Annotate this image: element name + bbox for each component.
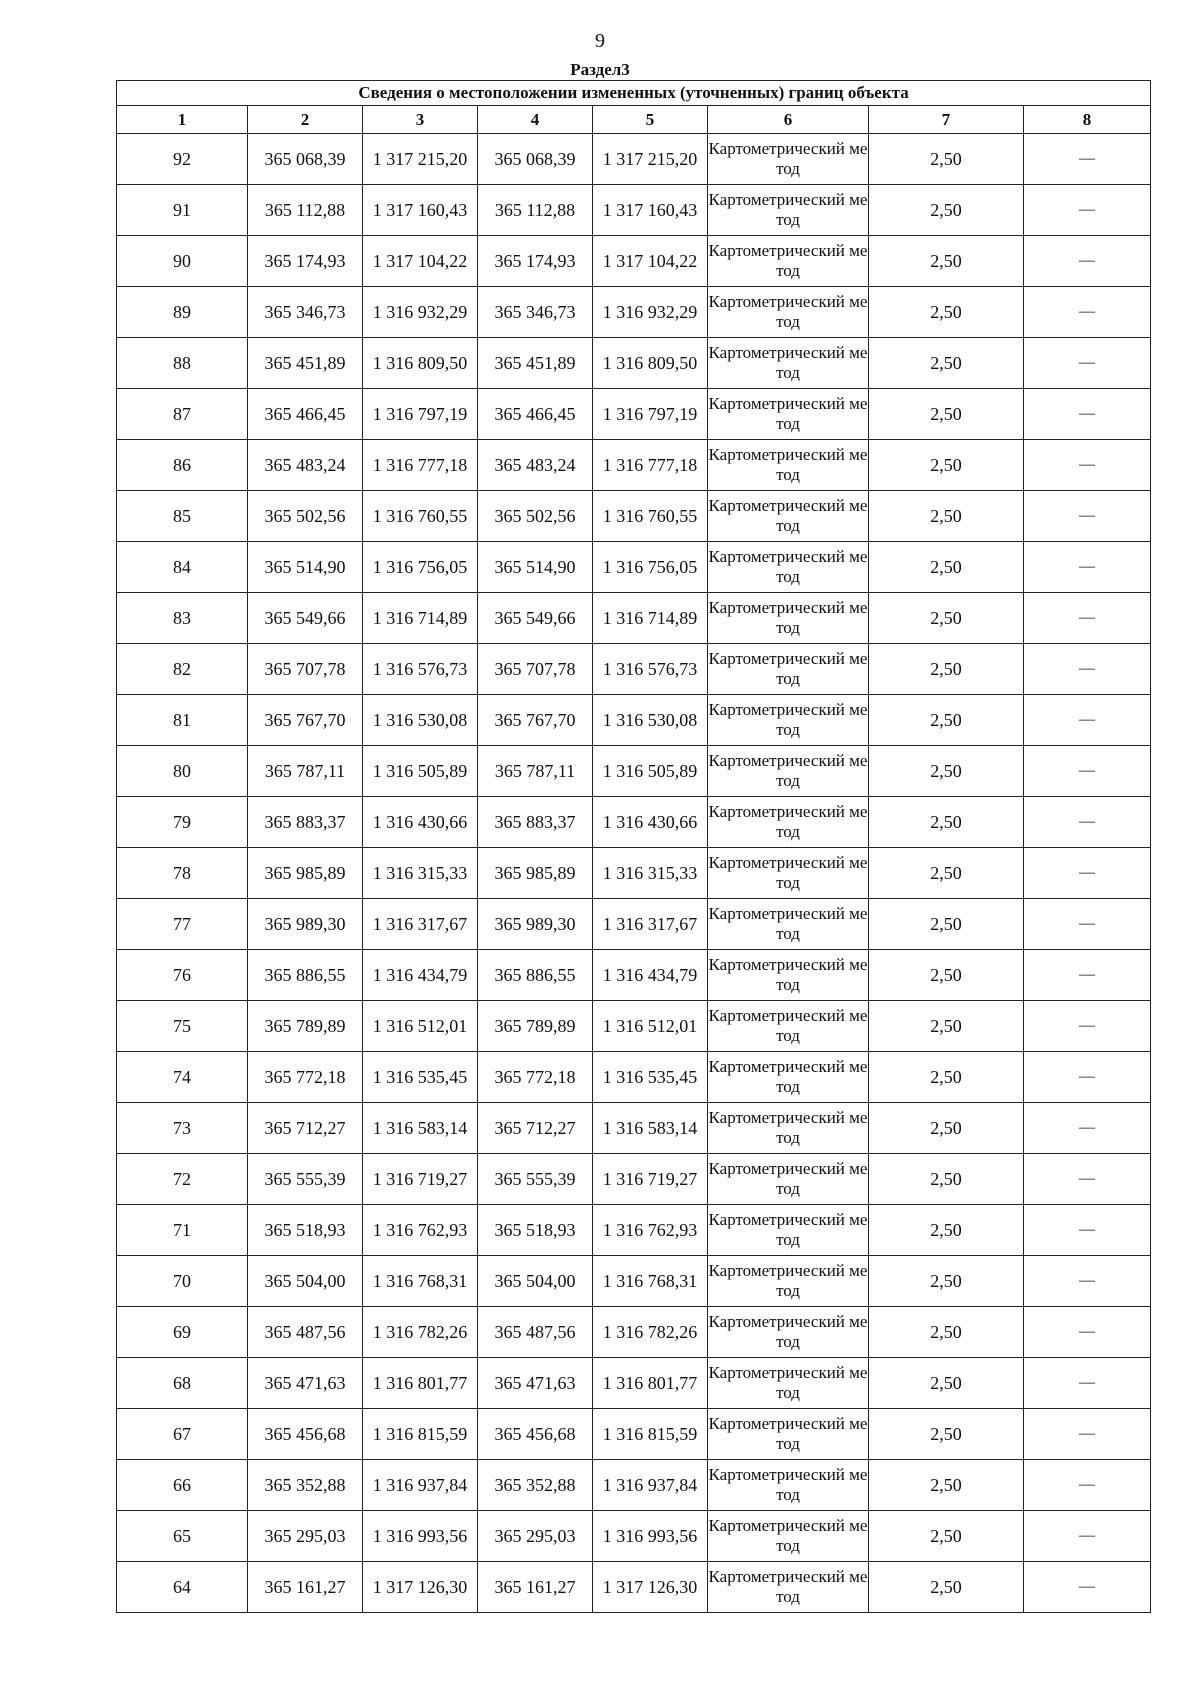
point-number-cell: 71 bbox=[117, 1205, 248, 1256]
y-new-cell: 1 317 126,30 bbox=[593, 1562, 708, 1613]
y-existing-cell: 1 316 434,79 bbox=[363, 950, 478, 1001]
x-existing-cell: 365 883,37 bbox=[248, 797, 363, 848]
y-new-cell: 1 316 530,08 bbox=[593, 695, 708, 746]
precision-cell: 2,50 bbox=[869, 848, 1024, 899]
method-cell: Картометрический метод bbox=[708, 1052, 869, 1103]
precision-cell: 2,50 bbox=[869, 236, 1024, 287]
y-existing-cell: 1 316 430,66 bbox=[363, 797, 478, 848]
y-existing-cell: 1 317 160,43 bbox=[363, 185, 478, 236]
description-cell: — bbox=[1024, 1154, 1151, 1205]
y-new-cell: 1 316 434,79 bbox=[593, 950, 708, 1001]
precision-cell: 2,50 bbox=[869, 440, 1024, 491]
y-new-cell: 1 316 797,19 bbox=[593, 389, 708, 440]
x-existing-cell: 365 352,88 bbox=[248, 1460, 363, 1511]
column-number-1: 1 bbox=[117, 106, 248, 134]
method-cell: Картометрический метод bbox=[708, 1256, 869, 1307]
point-number-cell: 73 bbox=[117, 1103, 248, 1154]
table-row bbox=[117, 1052, 1151, 1103]
table-row bbox=[117, 644, 1151, 695]
y-new-cell: 1 316 535,45 bbox=[593, 1052, 708, 1103]
x-new-cell: 365 886,55 bbox=[478, 950, 593, 1001]
precision-cell: 2,50 bbox=[869, 542, 1024, 593]
x-new-cell: 365 555,39 bbox=[478, 1154, 593, 1205]
description-cell: — bbox=[1024, 1307, 1151, 1358]
x-new-cell: 365 772,18 bbox=[478, 1052, 593, 1103]
point-number-cell: 64 bbox=[117, 1562, 248, 1613]
description-cell: — bbox=[1024, 1256, 1151, 1307]
x-existing-cell: 365 504,00 bbox=[248, 1256, 363, 1307]
description-cell: — bbox=[1024, 389, 1151, 440]
column-number-6: 6 bbox=[708, 106, 869, 134]
method-cell: Картометрический метод bbox=[708, 1205, 869, 1256]
precision-cell: 2,50 bbox=[869, 950, 1024, 1001]
method-cell: Картометрический метод bbox=[708, 1511, 869, 1562]
table-row bbox=[117, 1358, 1151, 1409]
y-new-cell: 1 316 719,27 bbox=[593, 1154, 708, 1205]
description-cell: — bbox=[1024, 797, 1151, 848]
x-existing-cell: 365 068,39 bbox=[248, 134, 363, 185]
x-new-cell: 365 466,45 bbox=[478, 389, 593, 440]
point-number-cell: 83 bbox=[117, 593, 248, 644]
method-cell: Картометрический метод bbox=[708, 950, 869, 1001]
y-existing-cell: 1 316 760,55 bbox=[363, 491, 478, 542]
method-cell: Картометрический метод bbox=[708, 899, 869, 950]
table-row bbox=[117, 950, 1151, 1001]
precision-cell: 2,50 bbox=[869, 1409, 1024, 1460]
x-existing-cell: 365 346,73 bbox=[248, 287, 363, 338]
method-cell: Картометрический метод bbox=[708, 491, 869, 542]
point-number-cell: 84 bbox=[117, 542, 248, 593]
description-cell: — bbox=[1024, 542, 1151, 593]
y-existing-cell: 1 316 932,29 bbox=[363, 287, 478, 338]
table-caption: Сведения о местоположении измененных (уточненных) границ объекта bbox=[117, 81, 1151, 106]
table-row bbox=[117, 236, 1151, 287]
y-new-cell: 1 316 782,26 bbox=[593, 1307, 708, 1358]
x-existing-cell: 365 985,89 bbox=[248, 848, 363, 899]
precision-cell: 2,50 bbox=[869, 695, 1024, 746]
y-existing-cell: 1 316 505,89 bbox=[363, 746, 478, 797]
y-new-cell: 1 316 583,14 bbox=[593, 1103, 708, 1154]
x-new-cell: 365 767,70 bbox=[478, 695, 593, 746]
y-new-cell: 1 316 714,89 bbox=[593, 593, 708, 644]
description-cell: — bbox=[1024, 899, 1151, 950]
column-number-2: 2 bbox=[248, 106, 363, 134]
x-new-cell: 365 985,89 bbox=[478, 848, 593, 899]
precision-cell: 2,50 bbox=[869, 644, 1024, 695]
precision-cell: 2,50 bbox=[869, 1511, 1024, 1562]
table-row bbox=[117, 440, 1151, 491]
y-existing-cell: 1 316 777,18 bbox=[363, 440, 478, 491]
precision-cell: 2,50 bbox=[869, 593, 1024, 644]
x-new-cell: 365 989,30 bbox=[478, 899, 593, 950]
x-new-cell: 365 295,03 bbox=[478, 1511, 593, 1562]
x-existing-cell: 365 514,90 bbox=[248, 542, 363, 593]
x-existing-cell: 365 161,27 bbox=[248, 1562, 363, 1613]
column-number-7: 7 bbox=[869, 106, 1024, 134]
y-new-cell: 1 316 317,67 bbox=[593, 899, 708, 950]
description-cell: — bbox=[1024, 440, 1151, 491]
x-existing-cell: 365 451,89 bbox=[248, 338, 363, 389]
x-new-cell: 365 504,00 bbox=[478, 1256, 593, 1307]
method-cell: Картометрический метод bbox=[708, 542, 869, 593]
precision-cell: 2,50 bbox=[869, 1358, 1024, 1409]
x-new-cell: 365 789,89 bbox=[478, 1001, 593, 1052]
y-new-cell: 1 316 937,84 bbox=[593, 1460, 708, 1511]
description-cell: — bbox=[1024, 236, 1151, 287]
y-existing-cell: 1 316 714,89 bbox=[363, 593, 478, 644]
precision-cell: 2,50 bbox=[869, 899, 1024, 950]
table-row bbox=[117, 287, 1151, 338]
x-existing-cell: 365 555,39 bbox=[248, 1154, 363, 1205]
description-cell: — bbox=[1024, 1409, 1151, 1460]
y-existing-cell: 1 316 512,01 bbox=[363, 1001, 478, 1052]
point-number-cell: 78 bbox=[117, 848, 248, 899]
x-existing-cell: 365 487,56 bbox=[248, 1307, 363, 1358]
y-existing-cell: 1 316 809,50 bbox=[363, 338, 478, 389]
x-new-cell: 365 514,90 bbox=[478, 542, 593, 593]
method-cell: Картометрический метод bbox=[708, 1103, 869, 1154]
precision-cell: 2,50 bbox=[869, 1205, 1024, 1256]
column-number-5: 5 bbox=[593, 106, 708, 134]
y-new-cell: 1 317 104,22 bbox=[593, 236, 708, 287]
table-row bbox=[117, 542, 1151, 593]
description-cell: — bbox=[1024, 185, 1151, 236]
y-existing-cell: 1 316 756,05 bbox=[363, 542, 478, 593]
method-cell: Картометрический метод bbox=[708, 338, 869, 389]
table-body bbox=[117, 134, 1151, 1613]
table-row bbox=[117, 1460, 1151, 1511]
y-new-cell: 1 316 315,33 bbox=[593, 848, 708, 899]
description-cell: — bbox=[1024, 287, 1151, 338]
y-existing-cell: 1 316 993,56 bbox=[363, 1511, 478, 1562]
table-row bbox=[117, 1511, 1151, 1562]
y-existing-cell: 1 316 762,93 bbox=[363, 1205, 478, 1256]
y-existing-cell: 1 317 215,20 bbox=[363, 134, 478, 185]
method-cell: Картометрический метод bbox=[708, 1358, 869, 1409]
description-cell: — bbox=[1024, 1460, 1151, 1511]
method-cell: Картометрический метод bbox=[708, 644, 869, 695]
y-new-cell: 1 316 777,18 bbox=[593, 440, 708, 491]
x-existing-cell: 365 483,24 bbox=[248, 440, 363, 491]
table-row bbox=[117, 389, 1151, 440]
method-cell: Картометрический метод bbox=[708, 287, 869, 338]
method-cell: Картометрический метод bbox=[708, 440, 869, 491]
precision-cell: 2,50 bbox=[869, 491, 1024, 542]
x-new-cell: 365 161,27 bbox=[478, 1562, 593, 1613]
method-cell: Картометрический метод bbox=[708, 695, 869, 746]
point-number-cell: 75 bbox=[117, 1001, 248, 1052]
description-cell: — bbox=[1024, 848, 1151, 899]
description-cell: — bbox=[1024, 644, 1151, 695]
point-number-cell: 67 bbox=[117, 1409, 248, 1460]
table-row bbox=[117, 338, 1151, 389]
y-existing-cell: 1 316 768,31 bbox=[363, 1256, 478, 1307]
column-number-3: 3 bbox=[363, 106, 478, 134]
point-number-cell: 72 bbox=[117, 1154, 248, 1205]
point-number-cell: 68 bbox=[117, 1358, 248, 1409]
point-number-cell: 69 bbox=[117, 1307, 248, 1358]
point-number-cell: 65 bbox=[117, 1511, 248, 1562]
y-existing-cell: 1 316 782,26 bbox=[363, 1307, 478, 1358]
point-number-cell: 66 bbox=[117, 1460, 248, 1511]
precision-cell: 2,50 bbox=[869, 1103, 1024, 1154]
x-new-cell: 365 487,56 bbox=[478, 1307, 593, 1358]
point-number-cell: 82 bbox=[117, 644, 248, 695]
y-existing-cell: 1 316 530,08 bbox=[363, 695, 478, 746]
x-existing-cell: 365 549,66 bbox=[248, 593, 363, 644]
x-existing-cell: 365 295,03 bbox=[248, 1511, 363, 1562]
method-cell: Картометрический метод bbox=[708, 236, 869, 287]
x-existing-cell: 365 767,70 bbox=[248, 695, 363, 746]
description-cell: — bbox=[1024, 1511, 1151, 1562]
method-cell: Картометрический метод bbox=[708, 1154, 869, 1205]
point-number-cell: 91 bbox=[117, 185, 248, 236]
point-number-cell: 85 bbox=[117, 491, 248, 542]
precision-cell: 2,50 bbox=[869, 134, 1024, 185]
y-existing-cell: 1 316 801,77 bbox=[363, 1358, 478, 1409]
method-cell: Картометрический метод bbox=[708, 185, 869, 236]
y-existing-cell: 1 316 535,45 bbox=[363, 1052, 478, 1103]
x-new-cell: 365 518,93 bbox=[478, 1205, 593, 1256]
precision-cell: 2,50 bbox=[869, 1154, 1024, 1205]
method-cell: Картометрический метод bbox=[708, 797, 869, 848]
precision-cell: 2,50 bbox=[869, 287, 1024, 338]
y-new-cell: 1 317 160,43 bbox=[593, 185, 708, 236]
y-existing-cell: 1 317 104,22 bbox=[363, 236, 478, 287]
description-cell: — bbox=[1024, 1103, 1151, 1154]
table-row bbox=[117, 899, 1151, 950]
x-new-cell: 365 502,56 bbox=[478, 491, 593, 542]
point-number-cell: 70 bbox=[117, 1256, 248, 1307]
precision-cell: 2,50 bbox=[869, 185, 1024, 236]
y-new-cell: 1 316 809,50 bbox=[593, 338, 708, 389]
precision-cell: 2,50 bbox=[869, 389, 1024, 440]
y-new-cell: 1 316 815,59 bbox=[593, 1409, 708, 1460]
table-row bbox=[117, 746, 1151, 797]
table-row bbox=[117, 1205, 1151, 1256]
page-number: 9 bbox=[595, 30, 605, 52]
y-existing-cell: 1 316 576,73 bbox=[363, 644, 478, 695]
x-new-cell: 365 707,78 bbox=[478, 644, 593, 695]
x-new-cell: 365 112,88 bbox=[478, 185, 593, 236]
y-new-cell: 1 316 801,77 bbox=[593, 1358, 708, 1409]
x-new-cell: 365 549,66 bbox=[478, 593, 593, 644]
description-cell: — bbox=[1024, 491, 1151, 542]
x-existing-cell: 365 707,78 bbox=[248, 644, 363, 695]
y-new-cell: 1 316 932,29 bbox=[593, 287, 708, 338]
y-new-cell: 1 316 505,89 bbox=[593, 746, 708, 797]
description-cell: — bbox=[1024, 593, 1151, 644]
precision-cell: 2,50 bbox=[869, 1307, 1024, 1358]
precision-cell: 2,50 bbox=[869, 1256, 1024, 1307]
precision-cell: 2,50 bbox=[869, 797, 1024, 848]
x-new-cell: 365 456,68 bbox=[478, 1409, 593, 1460]
section-title: Раздел3 bbox=[570, 60, 630, 79]
method-cell: Картометрический метод bbox=[708, 1307, 869, 1358]
description-cell: — bbox=[1024, 1358, 1151, 1409]
table-row bbox=[117, 134, 1151, 185]
table-row bbox=[117, 1154, 1151, 1205]
point-number-cell: 81 bbox=[117, 695, 248, 746]
point-number-cell: 90 bbox=[117, 236, 248, 287]
description-cell: — bbox=[1024, 1562, 1151, 1613]
precision-cell: 2,50 bbox=[869, 1001, 1024, 1052]
y-new-cell: 1 316 512,01 bbox=[593, 1001, 708, 1052]
table-row bbox=[117, 1409, 1151, 1460]
description-cell: — bbox=[1024, 1205, 1151, 1256]
x-existing-cell: 365 466,45 bbox=[248, 389, 363, 440]
point-number-cell: 76 bbox=[117, 950, 248, 1001]
method-cell: Картометрический метод bbox=[708, 389, 869, 440]
method-cell: Картометрический метод bbox=[708, 1001, 869, 1052]
precision-cell: 2,50 bbox=[869, 1562, 1024, 1613]
y-existing-cell: 1 317 126,30 bbox=[363, 1562, 478, 1613]
table-row bbox=[117, 1307, 1151, 1358]
y-new-cell: 1 316 768,31 bbox=[593, 1256, 708, 1307]
x-new-cell: 365 787,11 bbox=[478, 746, 593, 797]
y-new-cell: 1 316 756,05 bbox=[593, 542, 708, 593]
y-new-cell: 1 316 993,56 bbox=[593, 1511, 708, 1562]
point-number-cell: 88 bbox=[117, 338, 248, 389]
description-cell: — bbox=[1024, 695, 1151, 746]
description-cell: — bbox=[1024, 338, 1151, 389]
x-new-cell: 365 174,93 bbox=[478, 236, 593, 287]
y-existing-cell: 1 316 315,33 bbox=[363, 848, 478, 899]
method-cell: Картометрический метод bbox=[708, 593, 869, 644]
point-number-cell: 86 bbox=[117, 440, 248, 491]
table-row bbox=[117, 1562, 1151, 1613]
point-number-cell: 77 bbox=[117, 899, 248, 950]
x-new-cell: 365 451,89 bbox=[478, 338, 593, 389]
table-row bbox=[117, 1001, 1151, 1052]
point-number-cell: 92 bbox=[117, 134, 248, 185]
x-new-cell: 365 471,63 bbox=[478, 1358, 593, 1409]
y-existing-cell: 1 316 583,14 bbox=[363, 1103, 478, 1154]
x-existing-cell: 365 712,27 bbox=[248, 1103, 363, 1154]
table-row bbox=[117, 1256, 1151, 1307]
description-cell: — bbox=[1024, 950, 1151, 1001]
precision-cell: 2,50 bbox=[869, 1052, 1024, 1103]
precision-cell: 2,50 bbox=[869, 746, 1024, 797]
precision-cell: 2,50 bbox=[869, 1460, 1024, 1511]
method-cell: Картометрический метод bbox=[708, 134, 869, 185]
x-existing-cell: 365 886,55 bbox=[248, 950, 363, 1001]
x-new-cell: 365 346,73 bbox=[478, 287, 593, 338]
description-cell: — bbox=[1024, 1001, 1151, 1052]
table-row bbox=[117, 848, 1151, 899]
x-existing-cell: 365 518,93 bbox=[248, 1205, 363, 1256]
y-new-cell: 1 316 430,66 bbox=[593, 797, 708, 848]
method-cell: Картометрический метод bbox=[708, 1409, 869, 1460]
boundary-coordinates-table bbox=[116, 80, 1151, 1613]
method-cell: Картометрический метод bbox=[708, 1460, 869, 1511]
x-existing-cell: 365 112,88 bbox=[248, 185, 363, 236]
method-cell: Картометрический метод bbox=[708, 746, 869, 797]
table-row bbox=[117, 593, 1151, 644]
y-new-cell: 1 316 760,55 bbox=[593, 491, 708, 542]
y-new-cell: 1 317 215,20 bbox=[593, 134, 708, 185]
method-cell: Картометрический метод bbox=[708, 848, 869, 899]
description-cell: — bbox=[1024, 746, 1151, 797]
x-new-cell: 365 883,37 bbox=[478, 797, 593, 848]
y-new-cell: 1 316 762,93 bbox=[593, 1205, 708, 1256]
x-existing-cell: 365 174,93 bbox=[248, 236, 363, 287]
point-number-cell: 87 bbox=[117, 389, 248, 440]
table-row bbox=[117, 491, 1151, 542]
x-existing-cell: 365 787,11 bbox=[248, 746, 363, 797]
x-new-cell: 365 483,24 bbox=[478, 440, 593, 491]
table-row bbox=[117, 1103, 1151, 1154]
column-number-8: 8 bbox=[1024, 106, 1151, 134]
point-number-cell: 89 bbox=[117, 287, 248, 338]
y-existing-cell: 1 316 937,84 bbox=[363, 1460, 478, 1511]
x-existing-cell: 365 772,18 bbox=[248, 1052, 363, 1103]
column-number-row bbox=[117, 106, 1151, 134]
y-existing-cell: 1 316 815,59 bbox=[363, 1409, 478, 1460]
point-number-cell: 74 bbox=[117, 1052, 248, 1103]
x-new-cell: 365 712,27 bbox=[478, 1103, 593, 1154]
table-row bbox=[117, 797, 1151, 848]
x-existing-cell: 365 789,89 bbox=[248, 1001, 363, 1052]
method-cell: Картометрический метод bbox=[708, 1562, 869, 1613]
x-new-cell: 365 352,88 bbox=[478, 1460, 593, 1511]
precision-cell: 2,50 bbox=[869, 338, 1024, 389]
point-number-cell: 79 bbox=[117, 797, 248, 848]
description-cell: — bbox=[1024, 1052, 1151, 1103]
x-existing-cell: 365 456,68 bbox=[248, 1409, 363, 1460]
y-existing-cell: 1 316 719,27 bbox=[363, 1154, 478, 1205]
description-cell: — bbox=[1024, 134, 1151, 185]
table-row bbox=[117, 695, 1151, 746]
x-existing-cell: 365 471,63 bbox=[248, 1358, 363, 1409]
y-existing-cell: 1 316 317,67 bbox=[363, 899, 478, 950]
y-existing-cell: 1 316 797,19 bbox=[363, 389, 478, 440]
y-new-cell: 1 316 576,73 bbox=[593, 644, 708, 695]
point-number-cell: 80 bbox=[117, 746, 248, 797]
column-number-4: 4 bbox=[478, 106, 593, 134]
x-existing-cell: 365 502,56 bbox=[248, 491, 363, 542]
table-row bbox=[117, 185, 1151, 236]
x-new-cell: 365 068,39 bbox=[478, 134, 593, 185]
x-existing-cell: 365 989,30 bbox=[248, 899, 363, 950]
